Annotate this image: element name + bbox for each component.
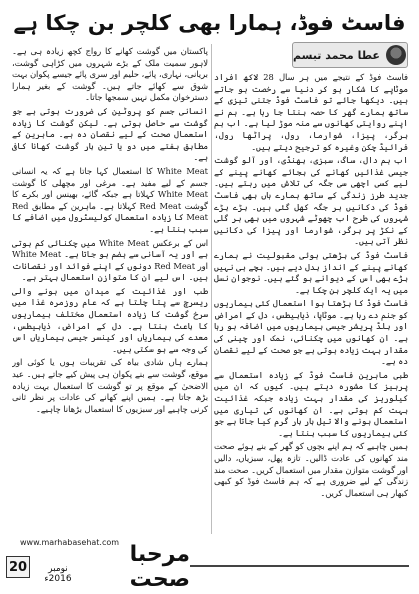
paragraph: اب ہم دال، ساگ، سبزی، بھنڈی، اور آلو گوشت جیسی غذائیں کھانے کی بجائے کھانے پینے کے لیے کسی اچھی سی جگہ کی تلاش میں رہتے ہیں۔ جدید طرز زندگی کے ساتھ ہمارے ہاں بھی فاسٹ فوڈ کی دکانیں ہر جگہ کھل گئی ہیں۔ بڑے بڑے شہروں کی طرح اب چھوٹے شہروں میں بھی ہر گلی کے نکڑ پر برگر، شوارما اور پیزا کی دکانیں نظر آتی ہیں۔: [214, 155, 408, 247]
paragraph: White Meat کا استعمال کہا جاتا ہے کہ یہ انسانی جسم کے لیے مفید ہے۔ مرغی اور مچھلی کا گوشت White Meat کہلاتا ہے جبکہ گائے، بھینس اور بکرے کا گوشت Red Meat کہلاتا ہے۔ ماہرین کے مطابق Red Meat کا زیادہ استعمال کولیسٹرول میں اضافے کا سبب بنتا ہے۔: [12, 165, 208, 234]
article-column-right: [214, 46, 408, 536]
paragraph: فاسٹ فوڈ کے نتیجے میں ہر سال 28 لاکھ افراد موٹاپے کا شکار ہو کر دنیا سے رخصت ہو جاتے ہیں۔ دیکھا جائے تو فاسٹ فوڈ جتنی تیزی کے ساتھ ہمارے گھر کا حصہ بنتا جا رہا ہے۔ ہم نے اپنے روایتی کھانوں سے منہ موڑ لیا ہے۔ اب ہم برگر، پیزا، شوارما، رول، پراٹھا رول، فرائیڈ چکن وغیرہ کو ترجیح دیتے ہیں۔: [214, 72, 408, 152]
column-divider: [211, 44, 212, 534]
magazine-logo: مرحبا صحت: [129, 542, 190, 592]
paragraph: ہمیں چاہیے کہ ہم اپنے بچوں کو گھر کے بنے ہوئے صحت مند کھانوں کی عادت ڈالیں۔ تازہ پھل، سبزیاں، دالیں اور گوشت متوازن مقدار میں استعمال کریں۔ صحت مند زندگی کے لیے ضروری ہے کہ ہم فاسٹ فوڈ کو کبھی کبھار ہی استعمال کریں۔: [214, 441, 408, 498]
article-title: فاسٹ فوڈ، ہمارا بھی کلچر بن چکا ہے: [13, 11, 406, 35]
author-name: عطا محمد تبسم: [293, 48, 380, 62]
paragraph: ہمارے ہاں شادی بیاہ کی تقریبات ہوں یا کوئی اور موقع، گوشت سے بنے پکوان ہی پیش کیے جاتے ہیں۔ عید الاضحیٰ کے موقع پر تو گوشت کا استعمال بہت زیادہ بڑھ جاتا ہے۔ ہمیں اپنے کھانے کی عادات پر نظر ثانی کرنی چاہیے اور سبزیوں کا استعمال بڑھانا چاہیے۔: [12, 357, 208, 414]
paragraph: اس کے برعکس White Meat میں چکنائی کم ہوتی ہے اور یہ آسانی سے ہضم ہو جاتا ہے۔ White Meat اور Red Meat دونوں کے اپنے فوائد اور نقصانات ہیں۔ اس لیے ان کا متوازن استعمال بہتر ہے۔: [12, 237, 208, 283]
paragraph: طب اور غذائیت کے میدان میں ہونے والی ریسرچ سے پتا چلتا ہے کہ عام روزمرہ غذا میں سرخ گوشت کا زیادہ استعمال مختلف بیماریوں کا باعث بنتا ہے۔ دل کے امراض، ذیابیطس، معدے کی بیماریاں اور کینسر جیسی بیماریاں اس کی وجہ سے ہو سکتی ہیں۔: [12, 285, 208, 354]
paragraph: فاسٹ فوڈ کی بڑھتی ہوئی مقبولیت نے ہمارے کھانے پینے کے انداز بدل دیے ہیں۔ بچے ہی نہیں بڑے بھی اس کے دیوانے ہو گئے ہیں۔ نوجوان نسل میں یہ ایک کلچر بن چکا ہے۔: [214, 249, 408, 295]
paragraph: انسانی جسم کو پروٹین کی ضرورت ہوتی ہے جو گوشت سے حاصل ہوتی ہے۔ لیکن گوشت کا زیادہ استعمال صحت کے لیے نقصان دہ ہے۔ ماہرین کے مطابق ہفتے میں دو یا تین بار گوشت کھانا کافی ہے۔: [12, 105, 208, 163]
paragraph: فاسٹ فوڈ کا بڑھتا ہوا استعمال کئی بیماریوں کو جنم دے رہا ہے۔ موٹاپا، ذیابیطس، دل کے امراض اور بلڈ پریشر جیسی بیماریوں میں اضافہ ہو رہا ہے۔ ان کھانوں میں چکنائی، نمک اور چینی کی مقدار بہت زیادہ ہوتی ہے جو صحت کے لیے نقصان دہ ہے۔: [214, 298, 408, 367]
footer-divider: [190, 565, 409, 567]
issue-date: نومبر 2016ء: [44, 564, 72, 584]
page-number: 20: [6, 556, 30, 578]
website-link[interactable]: www.marhabasehat.com: [20, 538, 120, 547]
paragraph: پاکستان میں گوشت کھانے کا رواج کچھ زیادہ ہی ہے۔ لاہور سمیت ملک کے بڑے شہروں میں کڑاہی گوشت، بریانی، نہاری، پائے، حلیم اور سری پائے جیسے پکوان بہت شوق سے کھائے جاتے ہیں۔ گوشت کے بغیر ہمارا دسترخوان مکمل نہیں سمجھا جاتا۔: [12, 46, 208, 103]
article-column-left: [12, 46, 208, 536]
paragraph: طبی ماہرین فاسٹ فوڈ کے زیادہ استعمال سے پرہیز کا مشورہ دیتے ہیں۔ کیوں کہ ان میں کیلوریز کی مقدار بہت زیادہ جبکہ غذائیت بہت کم ہوتی ہے۔ ان کھانوں کی تیاری میں استعمال ہونے والا تیل بار بار گرم کیا جاتا ہے جو کئی بیماریوں کا سبب بنتا ہے۔: [214, 369, 408, 438]
